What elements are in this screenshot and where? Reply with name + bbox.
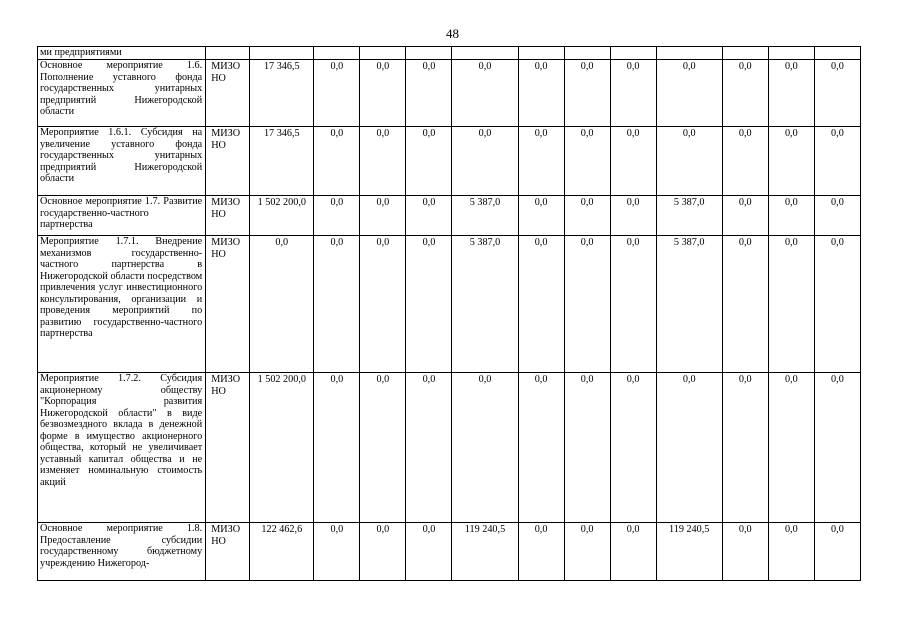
value-cell <box>452 47 518 60</box>
value-cell: 0,0 <box>610 373 656 523</box>
value-cell: 0,0 <box>610 236 656 373</box>
value-cell: 0,0 <box>360 127 406 196</box>
value-cell: 0,0 <box>406 196 452 236</box>
value-cell: 0,0 <box>656 60 722 127</box>
value-cell: 0,0 <box>768 373 814 523</box>
value-cell: 122 462,6 <box>250 523 314 581</box>
activity-name-cell: Основное мероприятие 1.7. Развитие государственно-частного партнерства <box>38 196 206 236</box>
value-cell: 0,0 <box>768 127 814 196</box>
value-cell: 0,0 <box>406 127 452 196</box>
value-cell: 0,0 <box>564 196 610 236</box>
value-cell: 0,0 <box>314 523 360 581</box>
value-cell: 0,0 <box>518 236 564 373</box>
value-cell: 0,0 <box>564 60 610 127</box>
value-cell <box>610 47 656 60</box>
value-cell: 0,0 <box>360 236 406 373</box>
value-cell: 0,0 <box>564 127 610 196</box>
value-cell: 0,0 <box>406 60 452 127</box>
value-cell: 5 387,0 <box>452 196 518 236</box>
value-cell: 5 387,0 <box>656 196 722 236</box>
value-cell: 0,0 <box>360 373 406 523</box>
value-cell: 0,0 <box>610 196 656 236</box>
value-cell: 0,0 <box>564 236 610 373</box>
value-cell: 0,0 <box>814 127 860 196</box>
value-cell: 0,0 <box>768 523 814 581</box>
value-cell: 0,0 <box>406 523 452 581</box>
value-cell: 0,0 <box>722 523 768 581</box>
value-cell: 0,0 <box>722 196 768 236</box>
value-cell: 0,0 <box>518 373 564 523</box>
value-cell: 0,0 <box>452 127 518 196</box>
table-row <box>38 373 861 523</box>
activity-name-cell: ми предприятиями <box>38 47 206 60</box>
value-cell: 119 240,5 <box>656 523 722 581</box>
value-cell: 0,0 <box>452 60 518 127</box>
executor-cell <box>206 47 250 60</box>
value-cell: 0,0 <box>814 60 860 127</box>
value-cell: 0,0 <box>314 196 360 236</box>
value-cell <box>564 47 610 60</box>
value-cell: 5 387,0 <box>656 236 722 373</box>
executor-cell: МИЗО НО <box>206 523 250 581</box>
value-cell: 1 502 200,0 <box>250 373 314 523</box>
value-cell: 0,0 <box>314 127 360 196</box>
value-cell <box>722 47 768 60</box>
value-cell: 0,0 <box>722 236 768 373</box>
value-cell <box>656 47 722 60</box>
value-cell <box>250 47 314 60</box>
value-cell: 17 346,5 <box>250 60 314 127</box>
value-cell <box>768 47 814 60</box>
value-cell: 17 346,5 <box>250 127 314 196</box>
value-cell: 0,0 <box>518 196 564 236</box>
activity-name-cell: Основное мероприятие 1.8. Предоставление субсидии государственному бюджетному учреждению Нижегород- <box>38 523 206 581</box>
activity-name-cell: Основное мероприятие 1.6. Пополнение уставного фонда государственных унитарных предприятий Нижегородской области <box>38 60 206 127</box>
value-cell: 0,0 <box>814 196 860 236</box>
value-cell: 0,0 <box>610 60 656 127</box>
executor-cell: МИЗО НО <box>206 127 250 196</box>
value-cell: 5 387,0 <box>452 236 518 373</box>
value-cell: 0,0 <box>314 373 360 523</box>
value-cell: 0,0 <box>518 60 564 127</box>
activity-name-cell: Мероприятие 1.6.1. Субсидия на увеличение уставного фонда государственных унитарных предприятий Нижегородской области <box>38 127 206 196</box>
value-cell: 0,0 <box>768 236 814 373</box>
value-cell: 0,0 <box>314 236 360 373</box>
table-row <box>38 196 861 236</box>
value-cell: 0,0 <box>250 236 314 373</box>
value-cell: 0,0 <box>518 127 564 196</box>
value-cell: 0,0 <box>722 127 768 196</box>
table-row <box>38 47 861 60</box>
value-cell: 0,0 <box>452 373 518 523</box>
executor-cell: МИЗО НО <box>206 236 250 373</box>
value-cell: 0,0 <box>814 373 860 523</box>
value-cell: 0,0 <box>406 373 452 523</box>
budget-table <box>37 46 861 581</box>
value-cell: 0,0 <box>656 373 722 523</box>
value-cell: 0,0 <box>814 523 860 581</box>
table-row <box>38 127 861 196</box>
table-body <box>38 47 861 581</box>
value-cell <box>518 47 564 60</box>
value-cell <box>814 47 860 60</box>
table-row <box>38 523 861 581</box>
activity-name-cell: Мероприятие 1.7.1. Внедрение механизмов государственно-частного партнерства в Нижегородской области посредством привлечения услуг инвестиционного консультирования, организации и проведения мероприятий по развитию государственно-частного партнерства <box>38 236 206 373</box>
executor-cell: МИЗО НО <box>206 60 250 127</box>
value-cell: 0,0 <box>564 523 610 581</box>
value-cell: 0,0 <box>518 523 564 581</box>
executor-cell: МИЗО НО <box>206 373 250 523</box>
table-row <box>38 60 861 127</box>
page-number: 48 <box>446 26 459 41</box>
value-cell <box>406 47 452 60</box>
value-cell: 0,0 <box>610 127 656 196</box>
value-cell: 0,0 <box>360 60 406 127</box>
value-cell: 0,0 <box>722 373 768 523</box>
value-cell: 0,0 <box>768 196 814 236</box>
value-cell <box>314 47 360 60</box>
value-cell: 0,0 <box>406 236 452 373</box>
value-cell: 0,0 <box>768 60 814 127</box>
value-cell: 0,0 <box>610 523 656 581</box>
executor-cell: МИЗО НО <box>206 196 250 236</box>
value-cell <box>360 47 406 60</box>
value-cell: 0,0 <box>656 127 722 196</box>
value-cell: 0,0 <box>564 373 610 523</box>
value-cell: 0,0 <box>314 60 360 127</box>
value-cell: 119 240,5 <box>452 523 518 581</box>
value-cell: 0,0 <box>360 523 406 581</box>
table-row <box>38 236 861 373</box>
value-cell: 1 502 200,0 <box>250 196 314 236</box>
value-cell: 0,0 <box>360 196 406 236</box>
value-cell: 0,0 <box>722 60 768 127</box>
value-cell: 0,0 <box>814 236 860 373</box>
activity-name-cell: Мероприятие 1.7.2. Субсидия акционерному обществу "Корпорация развития Нижегородской области" в виде безвозмездного вклада в денежной форме в имущество акционерного общества, который не увеличивает уставный капитал общества и не изменяет номинальную стоимость акций <box>38 373 206 523</box>
